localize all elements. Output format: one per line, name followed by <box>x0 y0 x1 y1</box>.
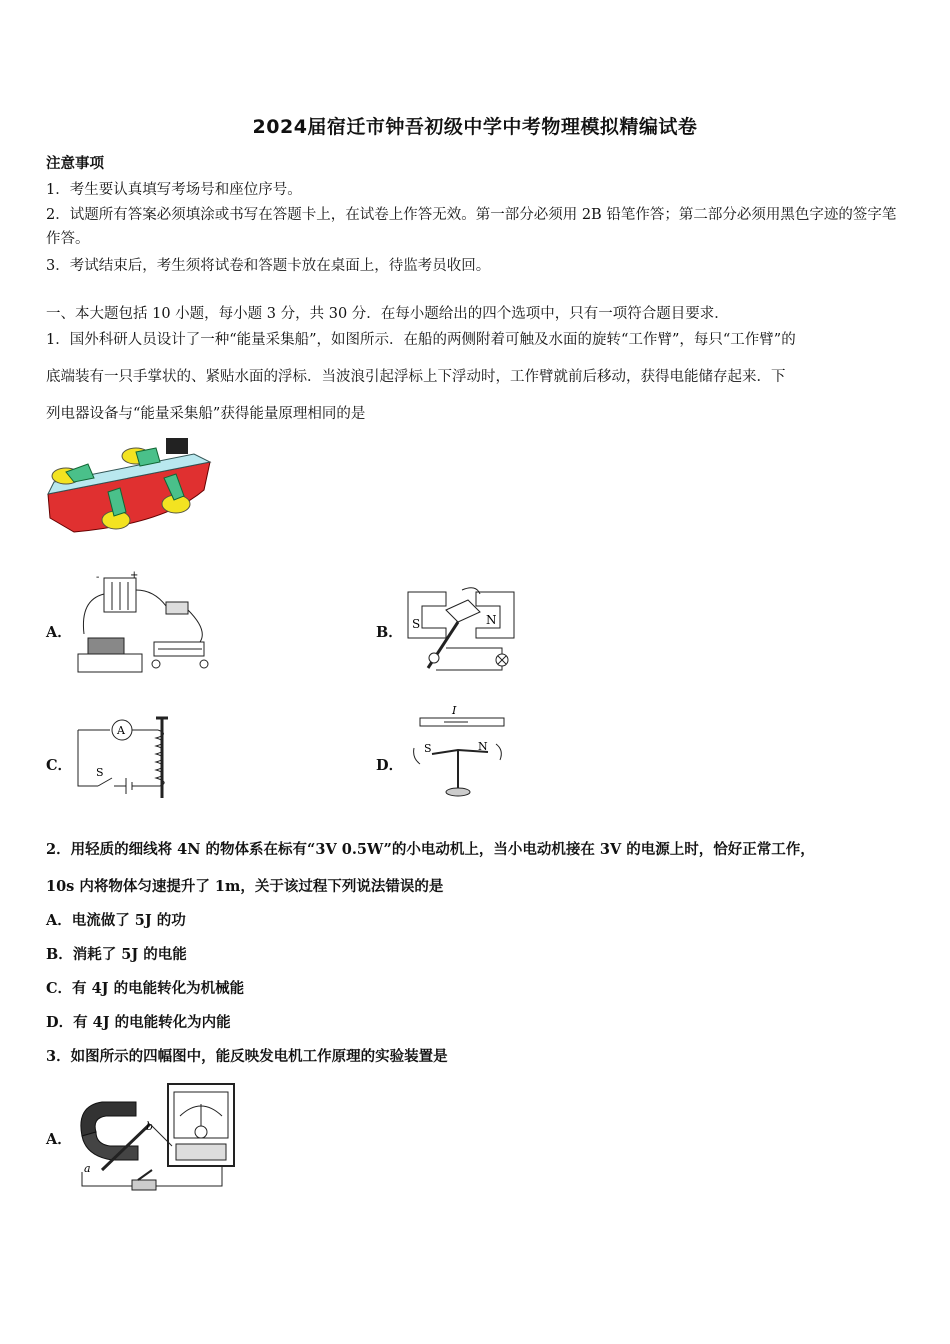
notice-heading: 注意事项 <box>46 155 104 172</box>
b-n-label: N <box>486 613 497 627</box>
q1-option-d[interactable]: D． <box>376 757 404 774</box>
q1-option-b[interactable]: B． <box>376 624 403 641</box>
notice-item-3: 3．考试结束后，考生须将试卷和答题卡放在桌面上，待监考员收回。 <box>46 258 491 274</box>
q2-line-2: 10s 内将物体匀速提升了 1m，关于该过程下列说法错误的是 <box>46 878 444 895</box>
q1-option-a[interactable]: A． <box>46 624 72 641</box>
q1-option-c[interactable]: C． <box>46 757 73 774</box>
q2-option-a[interactable]: A．电流做了 5J 的功 <box>46 912 186 929</box>
q1-figure-b <box>406 582 516 682</box>
q3-figure-a <box>72 1076 240 1196</box>
b-s-label: S <box>412 617 421 631</box>
d-s-label: S <box>424 742 432 755</box>
q2-option-c[interactable]: C．有 4J 的电能转化为机械能 <box>46 980 245 997</box>
q1-line-3: 列电器设备与“能量采集船”获得能量原理相同的是 <box>46 406 366 422</box>
q1-line-2: 底端装有一只手掌状的、紧贴水面的浮标．当波浪引起浮标上下浮动时，工作臂就前后移动，获得电能储存起来．下 <box>46 369 786 385</box>
d-current-label: I <box>452 704 457 717</box>
notice-item-1: 1．考生要认真填写考场号和座位序号。 <box>46 182 302 198</box>
q2-option-d[interactable]: D．有 4J 的电能转化为内能 <box>46 1014 231 1031</box>
q3-a-label: a <box>84 1162 91 1175</box>
q3-stem: 3．如图所示的四幅图中，能反映发电机工作原理的实验装置是 <box>46 1048 448 1065</box>
c-switch-label: S <box>96 766 104 779</box>
q1-line-1: 1．国外科研人员设计了一种“能量采集船”，如图所示．在船的两侧附着可触及水面的旋转“工作臂”，每只“工作臂”的 <box>46 332 796 348</box>
notice-item-2: 2．试题所有答案必须填涂或书写在答题卡上，在试卷上作答无效。第一部分必须用 2B 铅笔作答；第二部分必须用黑色字迹的签字笔作答。 <box>46 207 897 247</box>
section-header: 一、本大题包括 10 小题，每小题 3 分，共 30 分．在每小题给出的四个选项中，只有一项符合题目要求． <box>46 306 729 322</box>
q2-option-b[interactable]: B．消耗了 5J 的电能 <box>46 946 187 963</box>
q3-b-label: b <box>146 1120 154 1133</box>
q1-figure-d <box>404 704 514 802</box>
q3-option-a[interactable]: A． <box>46 1131 72 1148</box>
c-ammeter-label: A <box>117 724 125 737</box>
a-plus-label: + <box>130 570 139 581</box>
q1-figure-c <box>74 710 184 802</box>
q1-figure-a <box>74 570 216 680</box>
page-title: 2024届宿迁市钟吾初级中学中考物理模拟精编试卷 <box>252 116 698 138</box>
q2-line-1: 2．用轻质的细线将 4N 的物体系在标有“3V 0.5W”的小电动机上，当小电动机接在 3V 的电源上时，恰好正常工作， <box>46 841 815 858</box>
d-n-label: N <box>478 740 488 753</box>
a-minus-label: - <box>96 572 100 583</box>
energy-ship-figure <box>44 432 214 544</box>
